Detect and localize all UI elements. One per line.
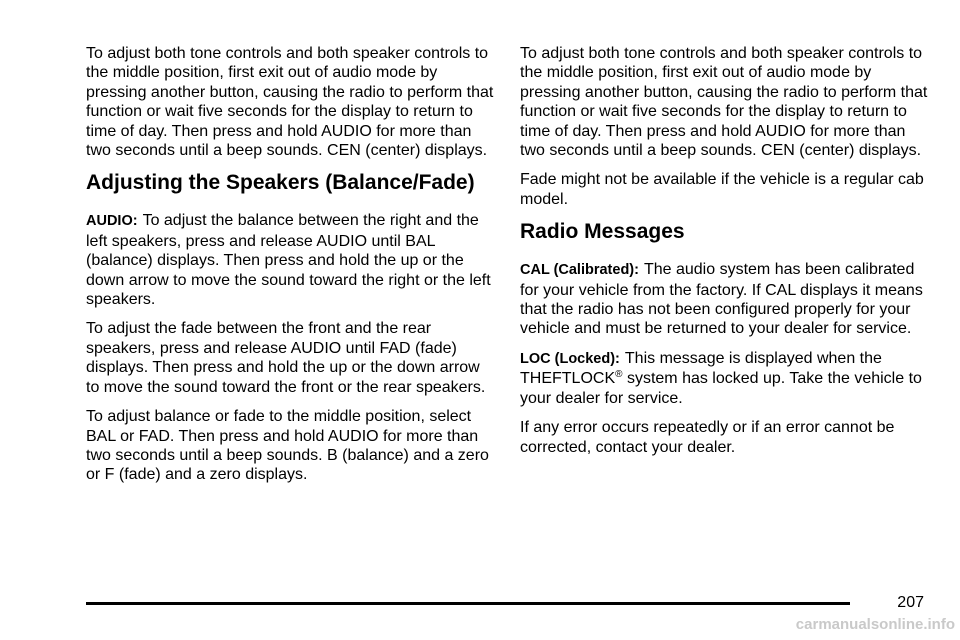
cal-paragraph (520, 260, 930, 339)
footer-rule (86, 602, 850, 605)
audio-balance-paragraph (86, 211, 494, 309)
cal-text: The audio system has been calibrated for your vehicle from the factory. If CAL displays it means that the radio has not been configured properly for your vehicle and must be returned to your dealer for service. (520, 261, 923, 338)
tone-reset-paragraph-repeat: To adjust both tone controls and both speaker controls to the middle position, first exit out of audio mode by pressing another button, causing the radio to perform that function or wait five seconds for the display to return to time of day. Then press and hold AUDIO for more than two seconds until a beep sounds. CEN (center) displays. (520, 45, 928, 160)
loc-text-end: system has locked up. Take the vehicle to your dealer for service. (520, 370, 922, 407)
middle-position-paragraph: To adjust balance or fade to the middle position, select BAL or FAD. Then press and hold AUDIO for more than two seconds until a beep sounds. B (balance) and a zero or F (fade) and a zero displays. (86, 408, 489, 484)
error-paragraph: If any error occurs repeatedly or if an error cannot be corrected, contact your dealer. (520, 419, 895, 456)
audio-label: AUDIO: (86, 213, 138, 230)
left-column (86, 44, 494, 495)
tone-reset-paragraph: To adjust both tone controls and both speaker controls to the middle position, first exit out of audio mode by pressing another button, causing the radio to perform that function or wait five seconds for the display to return to time of day. Then press and hold AUDIO for more than two seconds until a beep sounds. CEN (center) displays. (86, 45, 494, 160)
balance-fade-heading: Adjusting the Speakers (Balance/Fade) (86, 171, 475, 195)
loc-text: This message is displayed when the THEFTLOCK (520, 349, 882, 388)
registered-mark: ® (615, 369, 623, 381)
cal-label: CAL (Calibrated): (520, 262, 639, 279)
loc-label: LOC (Locked): (520, 350, 620, 367)
right-column (520, 44, 930, 467)
audio-balance-text: To adjust the balance between the right and the left speakers, press and release AUDIO until BAL (balance) displays. Then press and hold the up or the down arrow to move the sound toward the right or the left speakers. (86, 212, 491, 309)
fade-availability-note: Fade might not be available if the vehicle is a regular cab model. (520, 171, 924, 208)
fade-paragraph: To adjust the fade between the front and the rear speakers, press and release AUDIO until FAD (fade) displays. Then press and hold the up or the down arrow to move the sound toward the front or the rear speakers. (86, 320, 486, 396)
radio-messages-heading: Radio Messages (520, 220, 685, 244)
watermark: carmanualsonline.info (795, 616, 955, 633)
loc-paragraph (520, 349, 930, 408)
page-number: 207 (897, 594, 924, 611)
